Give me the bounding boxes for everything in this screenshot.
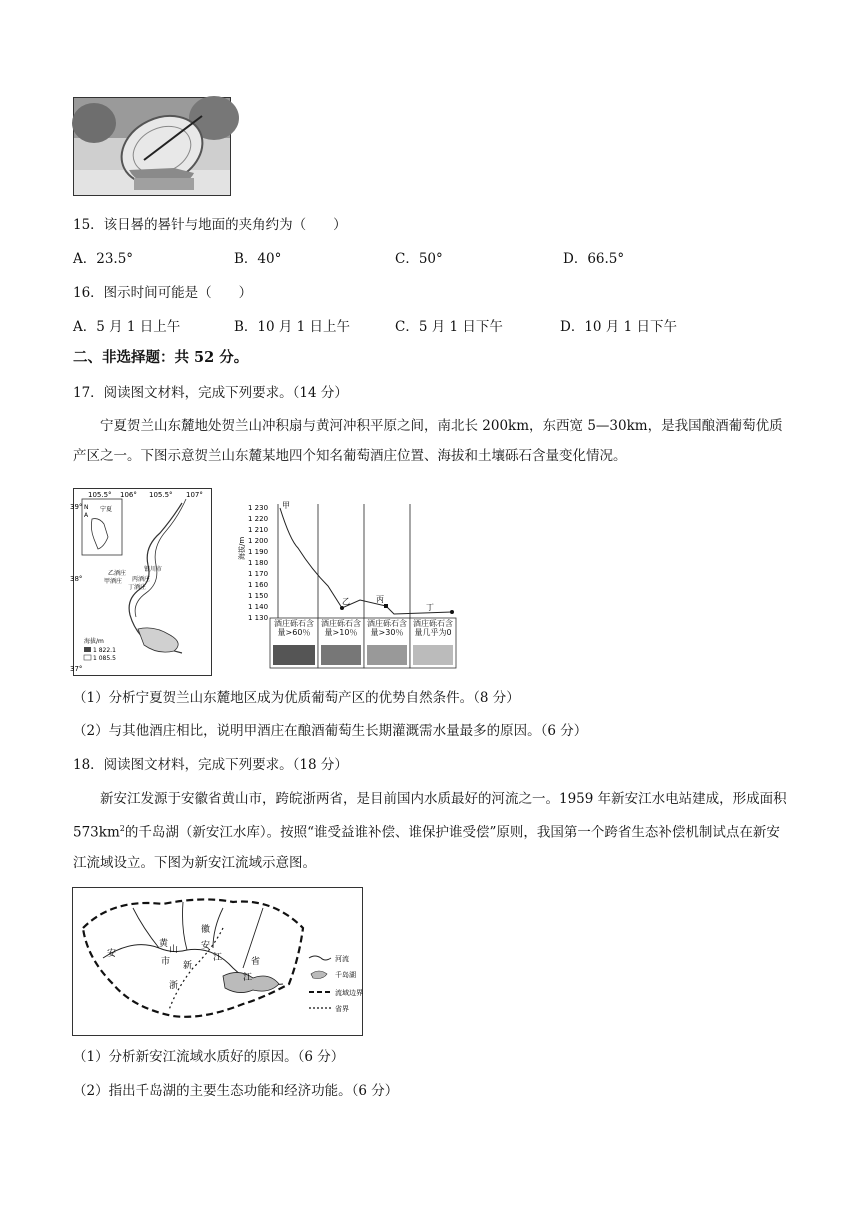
place-yinchuan: 银川市 (144, 566, 163, 573)
legend-lake: 千岛湖 (335, 971, 356, 979)
helan-map (70, 488, 212, 676)
legend-title: 海拔/m (84, 638, 104, 645)
profile-point-ding: 丁 (426, 603, 434, 612)
legend-high-swatch (84, 647, 91, 652)
profile-ytick: 1 210 (248, 526, 269, 534)
profile-point-yi: 乙 (342, 597, 350, 606)
place-bing: 丙酒庄 (132, 576, 151, 583)
profile-point-bing: 丙 (376, 595, 384, 604)
profile-ytick: 1 220 (248, 515, 269, 523)
map-label-jiang: 江 (213, 953, 223, 963)
map-lat-2: 38° (70, 575, 83, 583)
profile-ytick: 1 200 (248, 537, 269, 545)
map-label-jiang2: 江 (243, 973, 253, 983)
q16-option-c[interactable]: C．5 月 1 日下午 (395, 319, 503, 335)
profile-point-jia: 甲 (282, 501, 290, 510)
sundial-photo (73, 97, 231, 196)
gravel-label-2: 酒庄砾石含量>10％ (321, 619, 361, 637)
legend-high: 1 822.1 (93, 647, 116, 654)
q17-stem: 17．阅读图文材料，完成下列要求。（14 分） (73, 385, 348, 401)
profile-ytick: 1 140 (248, 603, 269, 611)
map-lon-3: 105.5° (149, 491, 173, 499)
q18-material: 新安江发源于安徽省黄山市，跨皖浙两省，是目前国内水质最好的河流之一。1959 年新安江水电站建成，形成面积 $573km^2$的千岛湖（新安江水库）。按照“谁受益谁补偿、谁保护谁受偿”原则，我国第一个跨省生态补偿机制试点在新安江流域设立。下图为新安江流域示意图。 (73, 791, 787, 871)
inset-ningxia: 宁夏 (100, 506, 113, 513)
q17-sub2: （2）与其他酒庄相比，说明甲酒庄在酿酒葡萄生长期灌溉需水量最多的原因。（6 分） (73, 723, 588, 739)
gravel-label-3: 酒庄砾石含量>30％ (367, 619, 407, 637)
elevation-profile (238, 500, 460, 672)
profile-ytick: 1 230 (248, 504, 269, 512)
place-ding: 丁酒庄 (128, 584, 147, 591)
q16-option-a[interactable]: A．5 月 1 日上午 (73, 319, 181, 335)
inset-north: N (84, 504, 89, 511)
map-label-sheng: 省 (251, 957, 261, 967)
map-lon-4: 107° (186, 491, 203, 499)
q18-sub1: （1）分析新安江流域水质好的原因。（6 分） (73, 1049, 345, 1065)
map-lat-3: 37° (70, 665, 83, 673)
profile-ytick: 1 150 (248, 592, 269, 600)
q15-option-d[interactable]: D．66.5° (563, 251, 625, 267)
xinanjiang-map (72, 887, 363, 1036)
legend-river: 河流 (335, 955, 349, 963)
map-lon-2: 106° (120, 491, 137, 499)
profile-ytick: 1 130 (248, 614, 269, 622)
q18-sub2: （2）指出千岛湖的主要生态功能和经济功能。（6 分） (73, 1083, 399, 1099)
map-label-shi: 市 (161, 957, 171, 967)
q16-stem: 16．图示时间可能是（ ） (73, 285, 253, 301)
profile-ytick: 1 160 (248, 581, 269, 589)
map-label-shan: 山 (169, 945, 179, 955)
q18-stem: 18．阅读图文材料，完成下列要求。（18 分） (73, 757, 348, 773)
q15-option-b[interactable]: B．40° (234, 251, 282, 267)
legend-province: 省界 (335, 1005, 349, 1013)
q17-sub1: （1）分析宁夏贺兰山东麓地区成为优质葡萄产区的优势自然条件。（8 分） (73, 690, 520, 706)
map-label-xin: 新 (183, 961, 193, 971)
map-label-an: 安 (107, 949, 117, 959)
legend-low: 1 085.5 (93, 655, 116, 662)
legend-low-swatch (84, 655, 91, 660)
map-lat-1: 39° (70, 503, 83, 511)
q15-option-a[interactable]: A．23.5° (73, 251, 134, 267)
profile-ytick: 1 190 (248, 548, 269, 556)
place-yi: 乙酒庄 (108, 570, 127, 577)
place-jia: 甲酒庄 (104, 578, 123, 585)
map-lon-1: 105.5° (88, 491, 112, 499)
gravel-label-4: 酒庄砾石含量几乎为0 (413, 619, 453, 637)
q15-option-c[interactable]: C．50° (395, 251, 443, 267)
q16-option-d[interactable]: D．10 月 1 日下午 (560, 319, 677, 335)
profile-ylabel: 海拔/m (238, 536, 246, 560)
section-title: 二、非选择题：共 52 分。 (73, 349, 249, 366)
legend-basin: 流域边界 (335, 989, 363, 997)
map-label-zhe: 浙 (169, 981, 179, 991)
profile-ytick: 1 170 (248, 570, 269, 578)
profile-ytick: 1 180 (248, 559, 269, 567)
q15-stem: 15．该日晷的晷针与地面的夹角约为（ ） (73, 217, 347, 233)
map-label-an2: 安 (201, 941, 211, 951)
inset-a: A (84, 512, 89, 519)
map-label-huang: 黄 (159, 939, 169, 949)
gravel-label-1: 酒庄砾石含量>60％ (274, 619, 314, 637)
q17-material: 宁夏贺兰山东麓地处贺兰山冲积扇与黄河冲积平原之间，南北长 200km，东西宽 5—30km，是我国酿酒葡萄优质产区之一。下图示意贺兰山东麓某地四个知名葡萄酒庄位置、海拔和土壤砾石含量变化情况。 (73, 418, 783, 464)
q16-option-b[interactable]: B．10 月 1 日上午 (234, 319, 351, 335)
map-label-hui: 徽 (201, 925, 211, 935)
